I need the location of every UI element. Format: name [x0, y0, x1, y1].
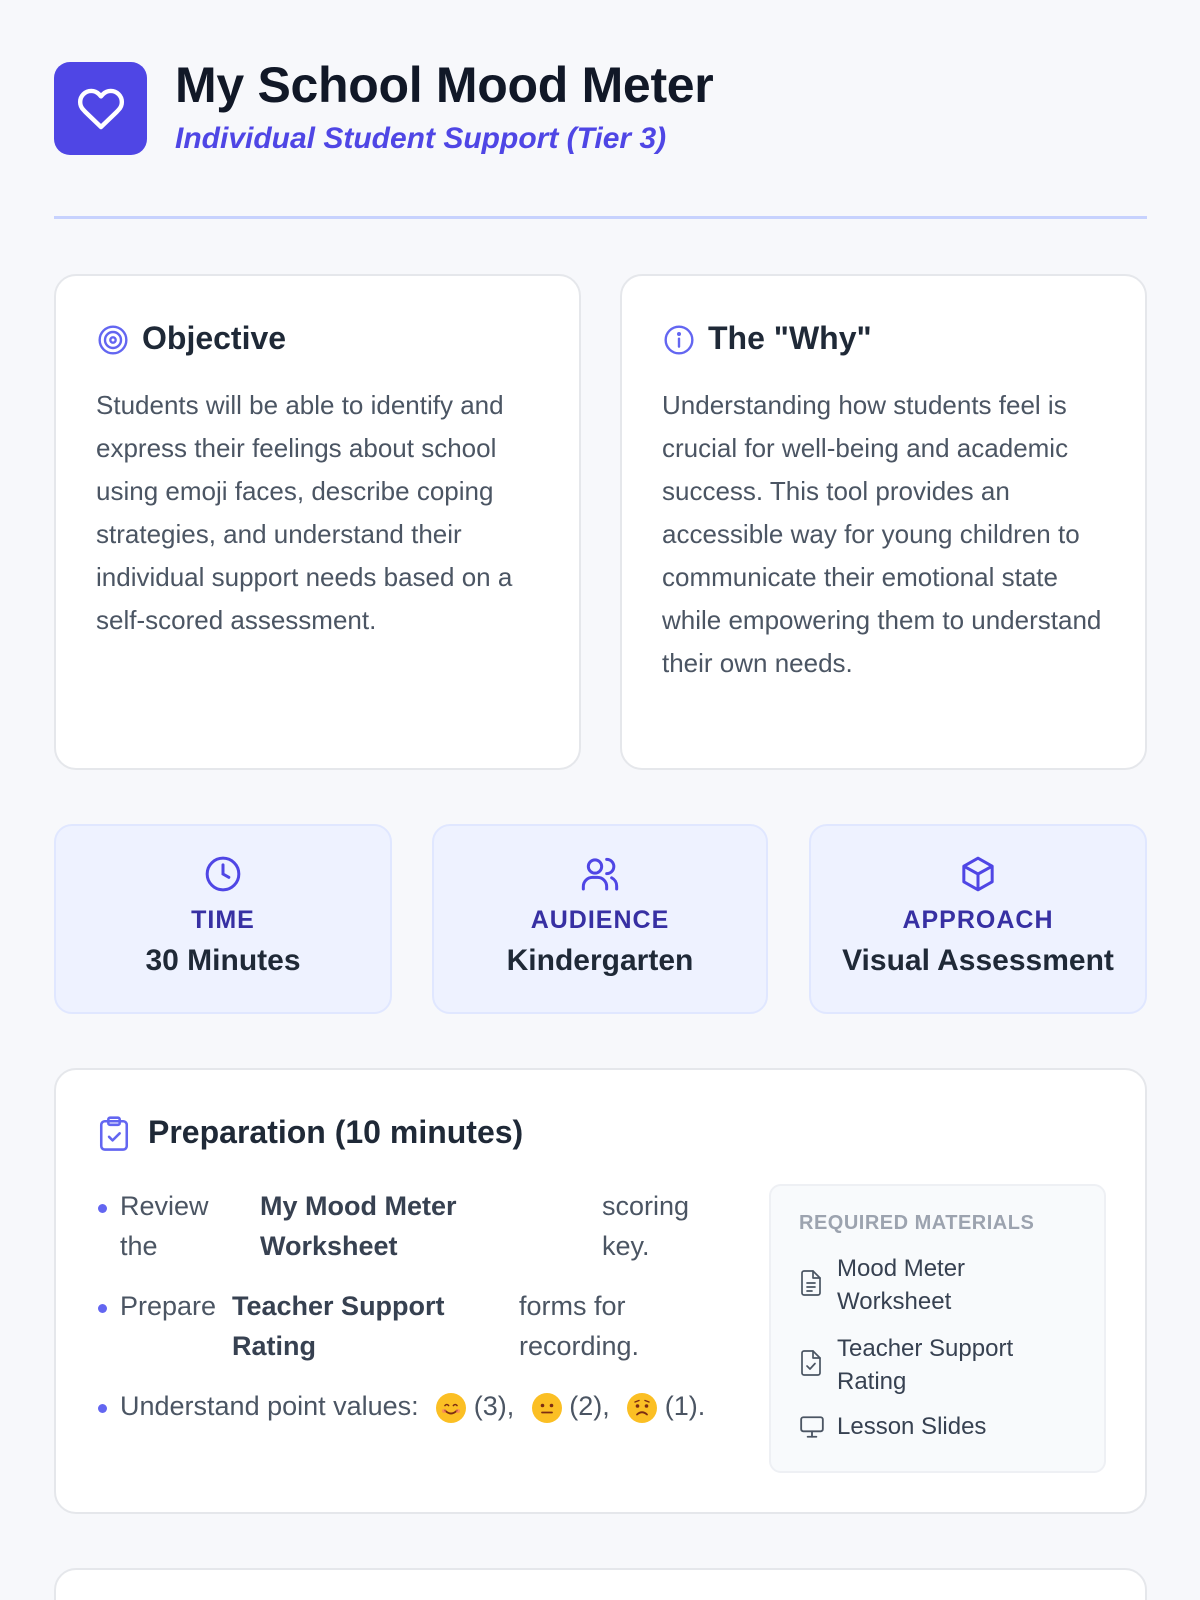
why-title: The "Why" — [708, 320, 872, 356]
clock-icon — [56, 854, 390, 894]
prep-item-1-before: Review the — [120, 1191, 209, 1261]
stat-value: Visual Assessment — [842, 944, 1114, 977]
page-title: My School Mood Meter — [175, 57, 714, 113]
material-item — [799, 1410, 1089, 1450]
list-bullet — [98, 1204, 107, 1213]
prep-item-2-after: forms for recording. — [519, 1291, 640, 1361]
why-card — [620, 274, 1147, 770]
page-subtitle: Individual Student Support (Tier 3) — [175, 122, 667, 155]
required-materials-panel — [769, 1184, 1106, 1473]
preparation-title: Preparation (10 minutes) — [148, 1114, 524, 1150]
material-item — [799, 1332, 1089, 1402]
material-item — [799, 1252, 1089, 1322]
point-value-neutral: (2), — [569, 1391, 610, 1421]
stat-tile-approach — [809, 824, 1147, 1014]
material-label: Lesson Slides — [837, 1413, 987, 1440]
page-header — [54, 57, 1147, 156]
document-icon — [799, 1269, 823, 1302]
materials-heading: REQUIRED MATERIALS — [799, 1212, 1035, 1234]
why-text: Understanding how students feel is crucial for well-being and academic success. This tool provides an accessible way for young children to communicate their emotional state while empowering them to understand their own needs. — [662, 390, 1102, 678]
worried-face-icon — [627, 1393, 657, 1423]
stat-label: AUDIENCE — [530, 906, 670, 934]
objective-text: Students will be able to identify and express their feelings about school using emoji faces, describe coping strategies, and understand their individual support needs based on a self-scored assessment. — [96, 390, 513, 635]
list-bullet — [98, 1304, 107, 1313]
objective-title: Objective — [142, 320, 287, 356]
next-section-card — [54, 1568, 1147, 1600]
list-bullet — [98, 1404, 107, 1413]
info-icon — [662, 323, 696, 357]
heart-icon — [54, 62, 147, 155]
prep-item-2-bold: Teacher Support Rating — [232, 1291, 445, 1361]
stat-tile-audience — [432, 824, 768, 1014]
point-value-happy: (3), — [473, 1391, 515, 1421]
prep-item-1-after: scoring key. — [602, 1191, 690, 1261]
prep-item-3 — [120, 1386, 705, 1426]
stat-label: TIME — [191, 906, 255, 934]
monitor-icon — [799, 1414, 825, 1445]
neutral-face-icon — [532, 1393, 562, 1423]
preparation-card — [54, 1068, 1147, 1514]
prep-item-3-text: Understand point values: — [120, 1391, 419, 1421]
target-icon — [96, 323, 130, 357]
prep-item-2-before: Prepare — [120, 1291, 217, 1321]
stat-label: APPROACH — [902, 906, 1054, 934]
point-value-worried: (1). — [664, 1391, 706, 1421]
material-label: Teacher Support Rating — [837, 1335, 1014, 1395]
stat-value: 30 Minutes — [145, 944, 301, 977]
material-label: Mood Meter Worksheet — [837, 1255, 966, 1315]
document-check-icon — [799, 1349, 823, 1382]
cube-icon — [811, 854, 1145, 894]
stat-value: Kindergarten — [506, 944, 694, 977]
stat-tile-time — [54, 824, 392, 1014]
users-icon — [434, 854, 766, 894]
header-divider — [54, 216, 1147, 219]
objective-card — [54, 274, 581, 770]
happy-face-icon — [436, 1393, 466, 1423]
prep-item-1-bold: My Mood Meter Worksheet — [260, 1191, 457, 1261]
clipboard-check-icon — [96, 1114, 132, 1154]
